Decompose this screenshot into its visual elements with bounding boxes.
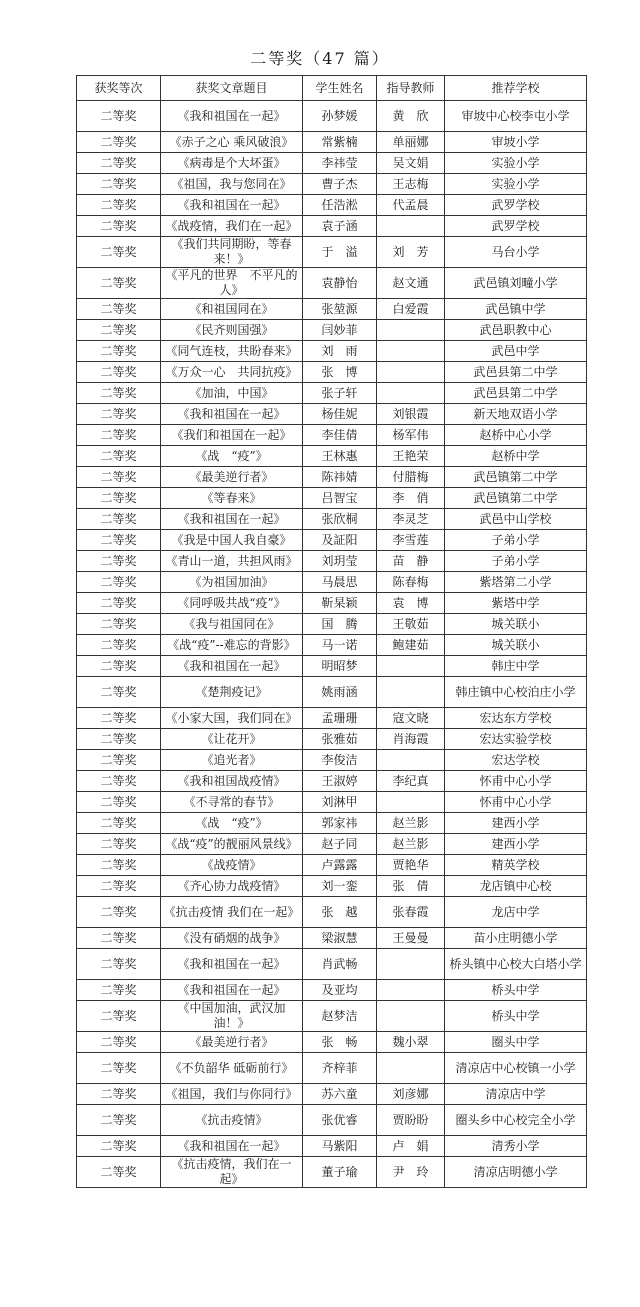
cell-article: 《我和祖国在一起》 [161,980,303,1001]
cell-school: 武罗学校 [445,216,587,237]
cell-school: 马台小学 [445,237,587,268]
table-row [77,792,587,813]
cell-rank: 二等奖 [77,132,161,153]
cell-rank: 二等奖 [77,488,161,509]
table-row [77,509,587,530]
header-row [77,76,587,101]
cell-school: 韩庄中学 [445,656,587,677]
cell-student: 郭家祎 [303,813,377,834]
cell-student: 任浩淞 [303,195,377,216]
table-row [77,949,587,980]
cell-student: 王淑婷 [303,771,377,792]
cell-rank: 二等奖 [77,614,161,635]
cell-teacher [377,362,445,383]
header-teacher: 指导教师 [377,76,445,101]
cell-article: 《我与祖国同在》 [161,614,303,635]
cell-school: 建西小学 [445,813,587,834]
cell-teacher: 李灵芝 [377,509,445,530]
cell-student: 刘玥莹 [303,551,377,572]
cell-school: 龙店镇中心校 [445,876,587,897]
cell-school: 武邑职教中心 [445,320,587,341]
cell-student: 曹子杰 [303,174,377,195]
table-row [77,530,587,551]
table-row [77,593,587,614]
cell-student: 张堃源 [303,299,377,320]
table-row [77,572,587,593]
cell-student: 马晨思 [303,572,377,593]
cell-teacher: 卢 娟 [377,1136,445,1157]
cell-article: 《祖国，我与您同在》 [161,174,303,195]
cell-article: 《战 “疫”》 [161,446,303,467]
cell-student: 杨佳妮 [303,404,377,425]
cell-school: 城关联小 [445,614,587,635]
cell-teacher: 王曼曼 [377,928,445,949]
cell-student: 孙梦媛 [303,101,377,132]
cell-article: 《最美逆行者》 [161,467,303,488]
cell-teacher: 白爱霞 [377,299,445,320]
cell-rank: 二等奖 [77,404,161,425]
table-row [77,1053,587,1084]
table-row [77,362,587,383]
cell-student: 赵子同 [303,834,377,855]
cell-student: 王林惠 [303,446,377,467]
cell-student: 刘一銮 [303,876,377,897]
cell-student: 刘 雨 [303,341,377,362]
cell-student: 吕智宝 [303,488,377,509]
table-row [77,708,587,729]
cell-school: 子弟小学 [445,551,587,572]
table-row [77,216,587,237]
cell-article: 《楚荆疫记》 [161,677,303,708]
cell-rank: 二等奖 [77,980,161,1001]
cell-teacher: 刘银霞 [377,404,445,425]
cell-rank: 二等奖 [77,195,161,216]
cell-school: 宏达学校 [445,750,587,771]
cell-student: 肖武畅 [303,949,377,980]
table-row [77,656,587,677]
cell-teacher: 赵文通 [377,268,445,299]
cell-rank: 二等奖 [77,153,161,174]
table-row [77,551,587,572]
table-row [77,750,587,771]
cell-student: 明昭梦 [303,656,377,677]
page-title: 二等奖（47 篇） [250,49,390,68]
cell-rank: 二等奖 [77,813,161,834]
cell-teacher: 刘 芳 [377,237,445,268]
cell-rank: 二等奖 [77,425,161,446]
table-row [77,299,587,320]
cell-rank: 二等奖 [77,320,161,341]
cell-teacher: 贾盼盼 [377,1105,445,1136]
cell-teacher [377,1001,445,1032]
cell-teacher: 赵兰影 [377,834,445,855]
cell-student: 国 腾 [303,614,377,635]
cell-school: 宏达实验学校 [445,729,587,750]
cell-school: 苗小庄明德小学 [445,928,587,949]
cell-student: 于 溢 [303,237,377,268]
cell-teacher: 苗 静 [377,551,445,572]
cell-teacher: 王敬茹 [377,614,445,635]
table-row [77,1157,587,1188]
cell-teacher: 袁 博 [377,593,445,614]
table-row [77,980,587,1001]
cell-rank: 二等奖 [77,897,161,928]
cell-student: 梁淑慧 [303,928,377,949]
table-row [77,383,587,404]
cell-rank: 二等奖 [77,1136,161,1157]
cell-teacher [377,949,445,980]
cell-teacher [377,792,445,813]
cell-article: 《抗击疫情》 [161,1105,303,1136]
cell-rank: 二等奖 [77,383,161,404]
cell-student: 陈祎婧 [303,467,377,488]
cell-school: 武邑镇第二中学 [445,467,587,488]
table-row [77,771,587,792]
cell-rank: 二等奖 [77,341,161,362]
cell-rank: 二等奖 [77,855,161,876]
cell-teacher: 肖海霞 [377,729,445,750]
cell-teacher: 李雪莲 [377,530,445,551]
cell-article: 《让花开》 [161,729,303,750]
cell-school: 武邑中学 [445,341,587,362]
cell-school: 实验小学 [445,174,587,195]
cell-rank: 二等奖 [77,949,161,980]
cell-school: 武邑镇中学 [445,299,587,320]
table-row [77,174,587,195]
cell-school: 审坡中心校李屯小学 [445,101,587,132]
table-row [77,729,587,750]
cell-teacher: 杨军伟 [377,425,445,446]
cell-article: 《同气连枝，共盼春来》 [161,341,303,362]
cell-teacher: 张 倩 [377,876,445,897]
header-article: 获奖文章题目 [161,76,303,101]
cell-rank: 二等奖 [77,101,161,132]
cell-school: 清凉店中心校镇一小学 [445,1053,587,1084]
table-row [77,268,587,299]
cell-student: 张 畅 [303,1032,377,1053]
cell-article: 《赤子之心 乘风破浪》 [161,132,303,153]
cell-teacher: 陈春梅 [377,572,445,593]
table-row [77,897,587,928]
cell-article: 《民齐则国强》 [161,320,303,341]
cell-school: 建西小学 [445,834,587,855]
cell-student: 刘淋甲 [303,792,377,813]
cell-article: 《战“疫”--难忘的背影》 [161,635,303,656]
cell-school: 桥头中学 [445,1001,587,1032]
cell-teacher: 李纪真 [377,771,445,792]
cell-rank: 二等奖 [77,299,161,320]
cell-student: 张 博 [303,362,377,383]
cell-article: 《中国加油，武汉加油！》 [161,1001,303,1032]
cell-article: 《我和祖国在一起》 [161,509,303,530]
cell-student: 李俊洁 [303,750,377,771]
cell-article: 《我和祖国战疫情》 [161,771,303,792]
cell-article: 《抗击疫情，我们在一起》 [161,1157,303,1188]
cell-school: 圈头乡中心校完全小学 [445,1105,587,1136]
table-row [77,425,587,446]
cell-student: 袁静怡 [303,268,377,299]
cell-teacher: 王志梅 [377,174,445,195]
cell-school: 桥头镇中心校大白塔小学 [445,949,587,980]
cell-school: 子弟小学 [445,530,587,551]
cell-student: 闫妙菲 [303,320,377,341]
cell-teacher [377,216,445,237]
table-row [77,1136,587,1157]
cell-rank: 二等奖 [77,635,161,656]
cell-rank: 二等奖 [77,750,161,771]
cell-teacher: 魏小翠 [377,1032,445,1053]
cell-rank: 二等奖 [77,1105,161,1136]
header-school: 推荐学校 [445,76,587,101]
table-row [77,677,587,708]
cell-student: 孟珊珊 [303,708,377,729]
cell-article: 《我和祖国在一起》 [161,101,303,132]
cell-student: 苏六童 [303,1084,377,1105]
cell-student: 张优睿 [303,1105,377,1136]
cell-school: 怀甫中心小学 [445,771,587,792]
cell-rank: 二等奖 [77,1032,161,1053]
cell-school: 清凉店中学 [445,1084,587,1105]
table-row [77,446,587,467]
cell-article: 《最美逆行者》 [161,1032,303,1053]
cell-teacher: 鲍建茹 [377,635,445,656]
cell-rank: 二等奖 [77,729,161,750]
cell-teacher: 张春霞 [377,897,445,928]
cell-school: 城关联小 [445,635,587,656]
cell-rank: 二等奖 [77,834,161,855]
cell-article: 《不寻常的春节》 [161,792,303,813]
cell-article: 《战疫情，我们在一起》 [161,216,303,237]
cell-student: 赵梦洁 [303,1001,377,1032]
cell-school: 武罗学校 [445,195,587,216]
table-row [77,237,587,268]
cell-student: 姚雨涵 [303,677,377,708]
table-row [77,635,587,656]
table-row [77,813,587,834]
table-row [77,1032,587,1053]
table-row [77,1001,587,1032]
cell-article: 《我和祖国在一起》 [161,949,303,980]
cell-article: 《同呼吸共战“疫”》 [161,593,303,614]
cell-article: 《我和祖国在一起》 [161,404,303,425]
cell-teacher [377,320,445,341]
cell-article: 《万众一心 共同抗疫》 [161,362,303,383]
cell-article: 《和祖国同在》 [161,299,303,320]
cell-student: 常紫楠 [303,132,377,153]
cell-school: 清秀小学 [445,1136,587,1157]
cell-teacher [377,341,445,362]
cell-article: 《为祖国加油》 [161,572,303,593]
cell-article: 《齐心协力战疫情》 [161,876,303,897]
cell-teacher [377,1053,445,1084]
table-row [77,320,587,341]
cell-rank: 二等奖 [77,1001,161,1032]
cell-school: 武邑县第二中学 [445,383,587,404]
table-row [77,876,587,897]
cell-teacher: 李 俏 [377,488,445,509]
cell-article: 《没有硝烟的战争》 [161,928,303,949]
cell-article: 《我们共同期盼，等春来！》 [161,237,303,268]
cell-school: 新天地双语小学 [445,404,587,425]
cell-rank: 二等奖 [77,446,161,467]
cell-rank: 二等奖 [77,530,161,551]
cell-school: 龙店中学 [445,897,587,928]
cell-rank: 二等奖 [77,551,161,572]
cell-article: 《加油，中国》 [161,383,303,404]
cell-rank: 二等奖 [77,572,161,593]
cell-article: 《抗击疫情 我们在一起》 [161,897,303,928]
cell-student: 马紫阳 [303,1136,377,1157]
cell-rank: 二等奖 [77,771,161,792]
cell-school: 紫塔中学 [445,593,587,614]
cell-student: 袁子涵 [303,216,377,237]
cell-teacher: 单丽娜 [377,132,445,153]
cell-school: 宏达东方学校 [445,708,587,729]
cell-article: 《等春来》 [161,488,303,509]
cell-rank: 二等奖 [77,174,161,195]
cell-article: 《我们和祖国在一起》 [161,425,303,446]
cell-teacher: 贾艳华 [377,855,445,876]
cell-teacher: 王艳荣 [377,446,445,467]
cell-school: 清凉店明德小学 [445,1157,587,1188]
cell-student: 马一诺 [303,635,377,656]
cell-teacher [377,677,445,708]
cell-school: 桥头中学 [445,980,587,1001]
cell-school: 武邑县第二中学 [445,362,587,383]
cell-article: 《小家大国，我们同在》 [161,708,303,729]
cell-rank: 二等奖 [77,593,161,614]
cell-article: 《我和祖国在一起》 [161,195,303,216]
cell-student: 张 越 [303,897,377,928]
cell-rank: 二等奖 [77,216,161,237]
table-row [77,153,587,174]
cell-student: 靳杲颖 [303,593,377,614]
cell-rank: 二等奖 [77,792,161,813]
table-row [77,467,587,488]
table-row [77,855,587,876]
table-row [77,195,587,216]
cell-school: 紫塔第二小学 [445,572,587,593]
cell-article: 《不负韶华 砥砺前行》 [161,1053,303,1084]
cell-school: 圈头中学 [445,1032,587,1053]
table-row [77,928,587,949]
cell-article: 《青山一道，共担风雨》 [161,551,303,572]
cell-school: 武邑镇刘疃小学 [445,268,587,299]
table-row [77,614,587,635]
table-row [77,404,587,425]
cell-student: 齐梓菲 [303,1053,377,1084]
cell-school: 武邑中山学校 [445,509,587,530]
cell-school: 怀甫中心小学 [445,792,587,813]
table-row [77,488,587,509]
cell-article: 《我和祖国在一起》 [161,656,303,677]
cell-teacher: 尹 玲 [377,1157,445,1188]
cell-rank: 二等奖 [77,708,161,729]
cell-article: 《我和祖国在一起》 [161,1136,303,1157]
cell-school: 赵桥中心小学 [445,425,587,446]
cell-school: 韩庄镇中心校泊庄小学 [445,677,587,708]
header-student: 学生姓名 [303,76,377,101]
cell-teacher: 代孟晨 [377,195,445,216]
table-row [77,1105,587,1136]
cell-student: 董子瑜 [303,1157,377,1188]
cell-student: 李佳倩 [303,425,377,446]
cell-student: 张子轩 [303,383,377,404]
cell-rank: 二等奖 [77,1157,161,1188]
cell-teacher: 刘彦娜 [377,1084,445,1105]
cell-rank: 二等奖 [77,656,161,677]
cell-rank: 二等奖 [77,1053,161,1084]
cell-teacher: 寇文晓 [377,708,445,729]
cell-rank: 二等奖 [77,928,161,949]
cell-student: 张欣桐 [303,509,377,530]
cell-student: 张雅茹 [303,729,377,750]
table-row [77,101,587,132]
cell-teacher: 赵兰影 [377,813,445,834]
cell-teacher [377,750,445,771]
cell-rank: 二等奖 [77,268,161,299]
awards-table [76,75,587,1188]
cell-article: 《平凡的世界 不平凡的人》 [161,268,303,299]
cell-teacher: 付腊梅 [377,467,445,488]
cell-teacher: 吴文娟 [377,153,445,174]
cell-student: 李祎莹 [303,153,377,174]
cell-article: 《我是中国人我自豪》 [161,530,303,551]
table-row [77,341,587,362]
cell-article: 《病毒是个大坏蛋》 [161,153,303,174]
cell-rank: 二等奖 [77,876,161,897]
cell-rank: 二等奖 [77,237,161,268]
header-rank: 获奖等次 [77,76,161,101]
cell-teacher [377,980,445,1001]
cell-school: 武邑镇第二中学 [445,488,587,509]
cell-school: 实验小学 [445,153,587,174]
cell-article: 《追光者》 [161,750,303,771]
cell-student: 卢露露 [303,855,377,876]
cell-rank: 二等奖 [77,509,161,530]
cell-student: 及亚均 [303,980,377,1001]
cell-article: 《战疫情》 [161,855,303,876]
cell-rank: 二等奖 [77,677,161,708]
cell-rank: 二等奖 [77,362,161,383]
cell-rank: 二等奖 [77,467,161,488]
table-row [77,1084,587,1105]
cell-article: 《祖国，我们与你同行》 [161,1084,303,1105]
cell-teacher: 黄 欣 [377,101,445,132]
table-row [77,834,587,855]
cell-school: 审坡小学 [445,132,587,153]
cell-rank: 二等奖 [77,1084,161,1105]
cell-student: 及証阳 [303,530,377,551]
cell-teacher [377,656,445,677]
cell-article: 《战 “疫”》 [161,813,303,834]
cell-school: 赵桥中学 [445,446,587,467]
table-row [77,132,587,153]
cell-teacher [377,383,445,404]
cell-school: 精英学校 [445,855,587,876]
cell-article: 《战“疫”的靓丽风景线》 [161,834,303,855]
